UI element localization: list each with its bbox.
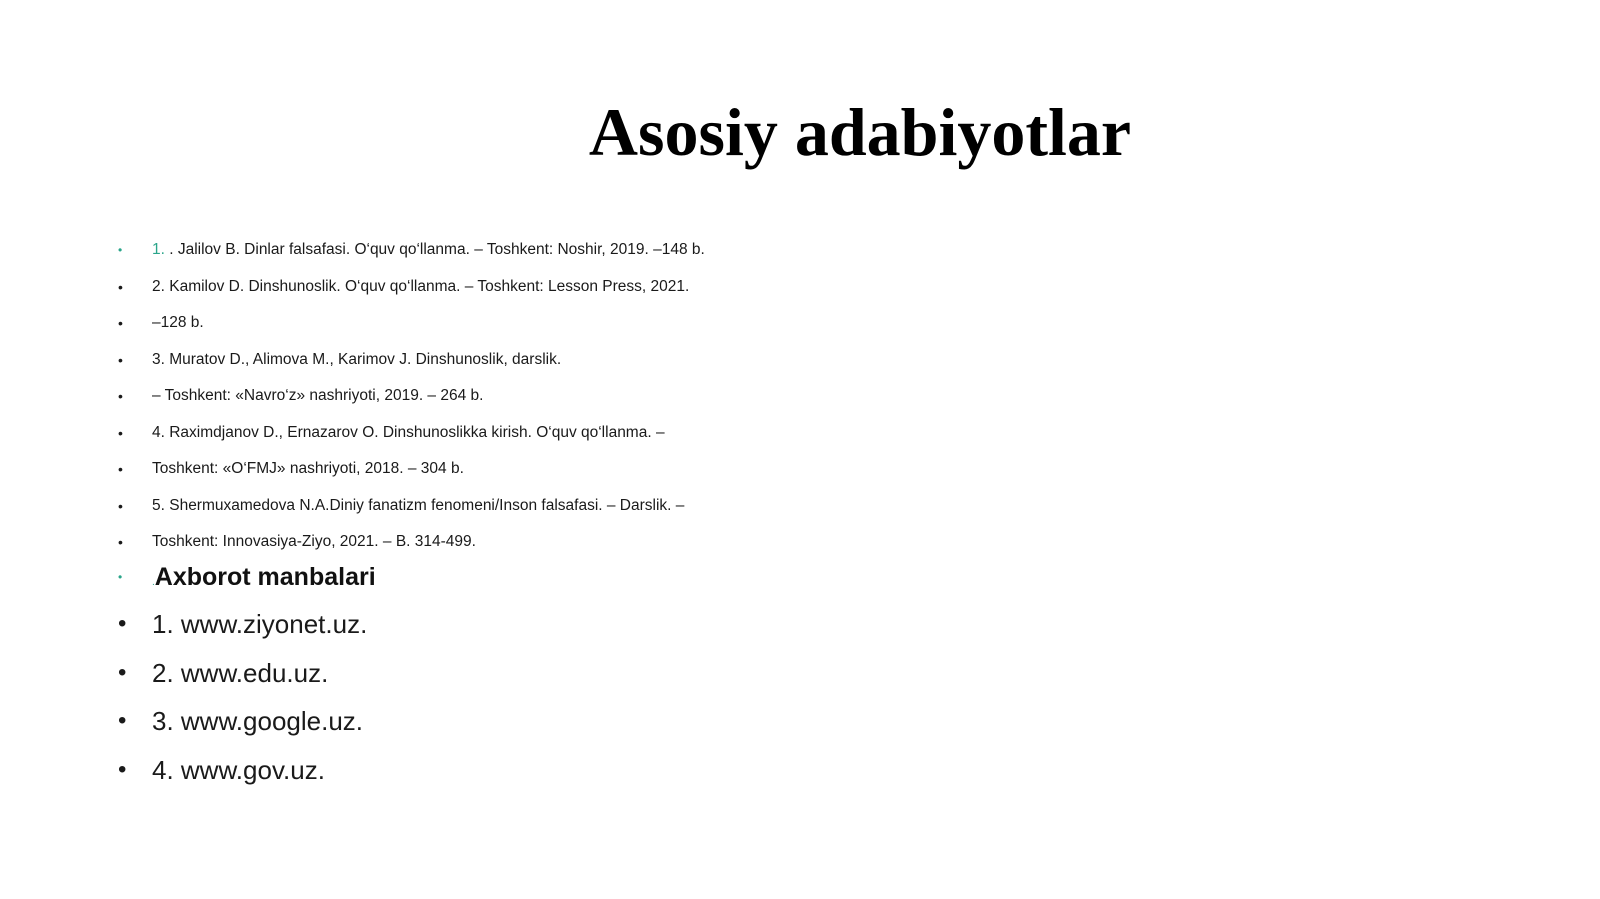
- source-item: [118, 750, 367, 799]
- reference-text: 4. Raximdjanov D., Ernazarov O. Dinshunoslikka kirish. O‘quv qo‘llanma. –: [152, 423, 665, 441]
- reference-item: [118, 236, 705, 273]
- reference-item: [118, 309, 705, 346]
- reference-item: [118, 346, 705, 383]
- source-text: 1. www.ziyonet.uz.: [152, 609, 368, 639]
- reference-text: Toshkent: «O‘FMJ» nashriyoti, 2018. – 304 b.: [152, 460, 464, 477]
- reference-number: 1.: [152, 241, 170, 258]
- references-list: [118, 236, 705, 565]
- bullet-icon: •: [118, 707, 127, 734]
- reference-text: . Jalilov B. Dinlar falsafasi. O‘quv qo‘llanma. – Toshkent: Noshir, 2019. –148 b.: [169, 241, 705, 258]
- source-item: [118, 653, 367, 702]
- reference-item: [118, 419, 705, 456]
- reference-item: [118, 492, 705, 529]
- sources-list: [118, 604, 367, 798]
- bullet-icon: •: [118, 755, 127, 783]
- bullet-icon: •: [118, 461, 123, 477]
- bullet-icon: •: [118, 315, 123, 331]
- reference-text: –128 b.: [152, 314, 204, 331]
- sources-heading: Axborot manbalari: [154, 563, 376, 591]
- bullet-icon: •: [118, 497, 123, 514]
- bullet-icon: •: [118, 610, 127, 637]
- sources-heading-row: [118, 560, 376, 596]
- bullet-icon: •: [118, 351, 123, 368]
- slide-title: Asosiy adabiyotlar: [588, 94, 1132, 170]
- source-text: 3. www.google.uz.: [152, 706, 364, 736]
- reference-item: [118, 273, 705, 310]
- reference-text: 2. Kamilov D. Dinshunoslik. O‘quv qo‘llanma. – Toshkent: Lesson Press, 2021.: [152, 277, 690, 295]
- bullet-icon: •: [118, 278, 123, 295]
- reference-item: [118, 455, 705, 492]
- bullet-icon: •: [118, 424, 123, 441]
- source-item: [118, 604, 367, 653]
- bullet-icon: •: [118, 388, 123, 404]
- source-item: [118, 701, 367, 750]
- source-text: 2. www.edu.uz.: [152, 657, 329, 688]
- bullet-icon: •: [118, 534, 123, 550]
- reference-text: – Toshkent: «Navro‘z» nashriyoti, 2019. – 264 b.: [152, 387, 484, 404]
- bullet-icon: •: [118, 243, 123, 257]
- reference-item: [118, 382, 705, 419]
- source-text: 4. www.gov.uz.: [152, 754, 325, 785]
- heading-dot: .: [152, 577, 155, 588]
- bullet-icon: •: [118, 570, 123, 584]
- reference-text: 5. Shermuxamedova N.A.Diniy fanatizm fenomeni/Inson falsafasi. – Darslik. –: [152, 496, 685, 514]
- reference-text: 3. Muratov D., Alimova M., Karimov J. Dinshunoslik, darslik.: [152, 350, 562, 368]
- bullet-icon: •: [118, 658, 127, 686]
- reference-text: Toshkent: Innovasiya-Ziyo, 2021. – B. 314-499.: [152, 533, 476, 550]
